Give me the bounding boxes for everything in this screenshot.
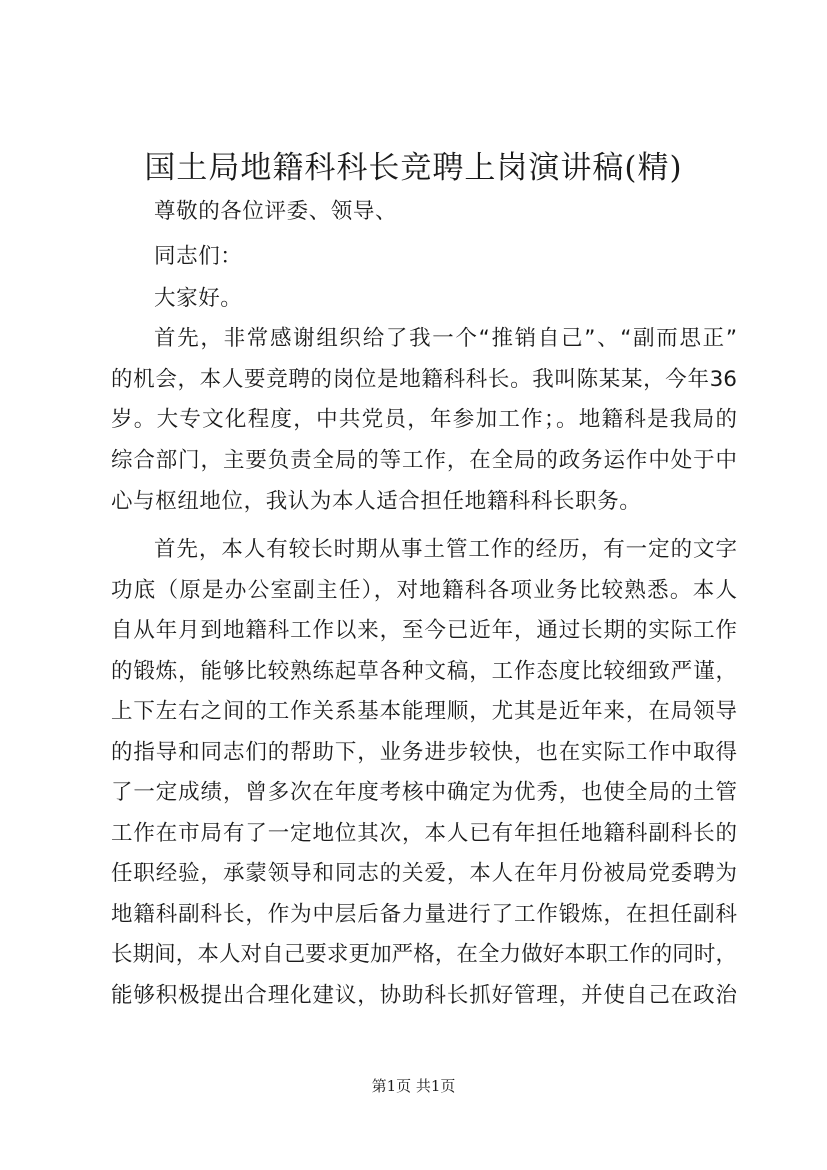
salutation-line-2: 同志们： [154, 244, 243, 269]
greeting-line: 大家好。 [154, 286, 243, 311]
paragraph-2-line-3: 自从年月到地籍科工作以来，至今已近年，通过长期的实际工作 [111, 618, 737, 643]
paragraph-2-line-8: 工作在市局有了一定地位其次，本人已有年担任地籍科副科长的 [111, 821, 737, 846]
paragraph-2-line-9: 任职经验，承蒙领导和同志的关爱，本人在年月份被局党委聘为 [111, 861, 737, 886]
paragraph-2-line-12: 能够积极提出合理化建议，协助科长抓好管理，并使自己在政治 [111, 983, 737, 1008]
paragraph-2-line-4: 的锻炼，能够比较熟练起草各种文稿，工作态度比较细致严谨， [111, 659, 737, 684]
paragraph-2-line-2: 功底（原是办公室副主任），对地籍科各项业务比较熟悉。本人 [111, 578, 737, 603]
paragraph-2-line-5: 上下左右之间的工作关系基本能理顺，尤其是近年来，在局领导 [111, 699, 737, 724]
paragraph-2-line-7: 了一定成绩，曾多次在年度考核中确定为优秀，也使全局的土管 [111, 780, 737, 805]
paragraph-1-line-4: 综合部门，主要负责全局的等工作，在全局的政务运作中处于中 [111, 448, 737, 473]
paragraph-2-line-11: 长期间，本人对自己要求更加严格，在全力做好本职工作的同时， [111, 942, 737, 967]
paragraph-2-line-10: 地籍科副科长，作为中层后备力量进行了工作锻炼，在担任副科 [111, 902, 737, 927]
salutation-line-1: 尊敬的各位评委、领导、 [154, 199, 398, 224]
document-title: 国土局地籍科科长竞聘上岗演讲稿(精) [144, 150, 683, 186]
paragraph-2-line-6: 的指导和同志们的帮助下，业务进步较快，也在实际工作中取得 [111, 740, 737, 765]
paragraph-1-line-1: 首先，非常感谢组织给了我一个“推销自己”、“副而思正” [154, 326, 737, 351]
paragraph-1-line-3: 岁。大专文化程度，中共党员，年参加工作；。地籍科是我局的 [111, 407, 737, 432]
paragraph-1-line-5: 心与枢纽地位，我认为本人适合担任地籍科科长职务。 [111, 489, 642, 514]
page-footer: 第1页 共1页 [371, 1077, 456, 1095]
paragraph-2-line-1: 首先，本人有较长时期从事土管工作的经历，有一定的文字 [154, 537, 737, 562]
paragraph-1-line-2: 的机会，本人要竞聘的岗位是地籍科科长。我叫陈某某，今年36 [111, 367, 737, 392]
